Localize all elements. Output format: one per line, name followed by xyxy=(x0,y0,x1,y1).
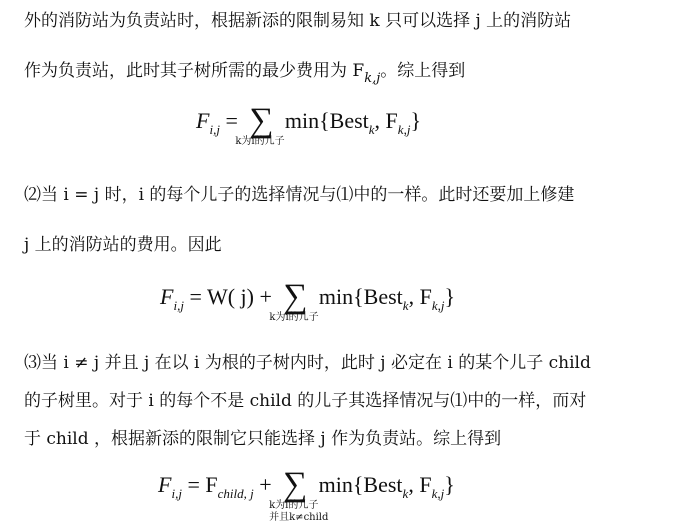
eq1-equals: = xyxy=(225,108,238,134)
eq2-sum-under: k为i的儿子 xyxy=(269,312,319,323)
text-line-2-main: 作为负责站，此时其子树所需的最少费用为 F xyxy=(24,61,365,81)
eq1-lhs: F xyxy=(196,108,210,134)
eq2-lhs: F xyxy=(160,284,174,310)
text-line-1: 外的消防站为负责站时，根据新添的限制易知 k 只可以选择 j 上的消防站 xyxy=(24,11,572,31)
eq3-f-sub: k,j xyxy=(431,486,445,502)
eq3-plus: + xyxy=(259,472,272,498)
eq3-sum-under-1: k为i的儿子 xyxy=(269,500,319,511)
equation-2 xyxy=(160,278,456,323)
eq3-close: } xyxy=(444,472,455,498)
case2-line-1: ⑵当 i = j 时，i 的每个儿子的选择情况与⑴中的一样。此时还要加上修建 xyxy=(24,185,575,205)
eq1-f-sub: k,j xyxy=(397,122,411,138)
eq3-sum-under xyxy=(269,500,328,524)
eq1-body: min{Best xyxy=(284,108,369,134)
eq1-best-sub: k xyxy=(368,122,375,138)
case3-line-3: 于 child ，根据新添的限制它只能选择 j 作为负责站。综上得到 xyxy=(24,429,502,449)
eq3-sigma: ∑ xyxy=(283,466,308,503)
case3-line-2: 的子树里。对于 i 的每个不是 child 的儿子其选择情况与⑴中的一样，而对 xyxy=(24,391,587,411)
eq1-close: } xyxy=(410,108,421,134)
eq2-rhs: = W( j) + xyxy=(189,284,272,310)
equation-1 xyxy=(196,102,421,147)
eq2-close: } xyxy=(444,284,456,310)
eq2-lhs-sub: i,j xyxy=(173,298,184,314)
eq2-f-sub: k,j xyxy=(431,298,445,314)
eq3-lhs-sub: i,j xyxy=(171,486,182,502)
eq3-equals: = F xyxy=(187,472,218,498)
text-line-2 xyxy=(24,60,666,84)
case3-line-1: ⑶当 i ≠ j 并且 j 在以 i 为根的子树内时，此时 j 必定在 i 的某个儿子 child xyxy=(24,353,591,373)
text-line-2-tail: 。综上得到 xyxy=(380,61,466,81)
eq1-mid: , F xyxy=(374,108,398,134)
eq3-child-sub: child, j xyxy=(217,486,254,502)
equation-3 xyxy=(158,466,455,523)
eq3-best-sub: k xyxy=(402,486,409,502)
text-line-2-sub: k,j xyxy=(364,71,381,86)
eq1-lhs-sub: i,j xyxy=(209,122,220,138)
eq3-sum-under-2: 并且k≠child xyxy=(269,512,329,523)
eq2-sum xyxy=(269,278,319,323)
eq3-mid: , F xyxy=(408,472,432,498)
eq2-mid: , F xyxy=(408,284,432,310)
eq2-sigma: ∑ xyxy=(283,278,308,315)
case2-line-2: j 上的消防站的费用。因此 xyxy=(24,235,222,255)
eq3-sum xyxy=(269,466,329,523)
eq1-sum xyxy=(235,102,285,147)
eq3-body: min{Best xyxy=(318,472,403,498)
eq1-sigma: ∑ xyxy=(249,102,274,139)
eq2-best-sub: k xyxy=(402,298,409,314)
eq1-sum-under: k为i的儿子 xyxy=(235,136,285,147)
eq2-body: min{Best xyxy=(318,284,403,310)
eq3-lhs: F xyxy=(158,472,172,498)
